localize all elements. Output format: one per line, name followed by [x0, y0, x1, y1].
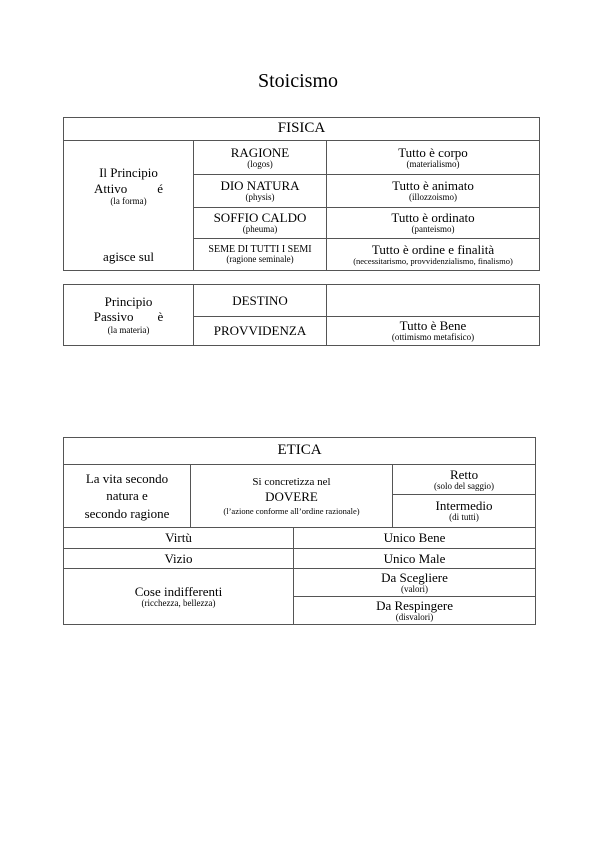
fisica-row-desc-sub: (necessitarismo, provvidenzialismo, finalismo)	[353, 255, 513, 266]
fisica-row-name-sub: (ragione seminale)	[226, 254, 294, 265]
retto-sub: (solo del saggio)	[434, 480, 495, 491]
principio-attivo-verb: é	[157, 180, 163, 196]
principio-attivo-word: Attivo	[93, 180, 128, 196]
cose-indifferenti-sub: (ricchezza, bellezza)	[141, 597, 216, 608]
intermedio-label: Intermedio	[435, 498, 493, 514]
retto-cell	[393, 465, 536, 495]
da-scegliere-label: Da Scegliere	[381, 569, 448, 585]
da-scegliere-sub: (valori)	[401, 583, 429, 594]
page-title: Stoicismo	[257, 70, 338, 92]
unico-male-cell: Unico Male	[294, 549, 536, 569]
cose-indifferenti-label: Cose indifferenti	[134, 583, 223, 599]
fisica-row-name-label: DIO NATURA	[220, 178, 300, 194]
fisica-row-desc-label: Tutto è corpo	[398, 144, 468, 160]
fisica-row-name-label: RAGIONE	[230, 144, 290, 160]
cose-indifferenti-cell	[64, 569, 294, 625]
vita-cell	[64, 465, 191, 528]
virtu-cell: Virtù	[64, 528, 294, 549]
fisica-header: FISICA	[64, 118, 540, 141]
fisica-row-desc	[327, 141, 540, 175]
etica-header: ETICA	[64, 438, 536, 465]
dovere-line1: Si concretizza nel	[252, 475, 331, 488]
dovere-sub: (l’azione conforme all’ordine razionale)	[223, 505, 360, 516]
fisica-row-desc-label: Tutto è ordinato	[391, 210, 475, 226]
principio-passivo-sub: (la materia)	[107, 324, 150, 335]
fisica-row-name-sub: (physis)	[245, 192, 275, 203]
fisica-row-name-label: SEME DI TUTTI I SEMI	[208, 243, 312, 255]
dovere-line2: DOVERE	[265, 489, 318, 505]
principio-attivo-line2	[64, 181, 193, 197]
da-scegliere-cell	[294, 569, 536, 597]
principio-attivo-line1: Il Principio	[99, 165, 158, 180]
fisica-row-name	[194, 141, 327, 175]
retto-label: Retto	[449, 466, 479, 482]
provvidenza-desc-cell	[327, 317, 540, 346]
vizio-cell: Vizio	[64, 549, 294, 569]
destino-cell: DESTINO	[194, 285, 327, 317]
fisica-row-desc-sub: (panteismo)	[411, 224, 455, 235]
etica-table	[63, 437, 536, 625]
unico-bene-cell: Unico Bene	[294, 528, 536, 549]
principio-passivo-line2	[67, 310, 190, 325]
principio-attivo-cell	[64, 141, 194, 271]
da-respingere-cell	[294, 597, 536, 625]
fisica-row-desc-label: Tutto è animato	[392, 178, 474, 194]
principio-passivo-verb: è	[157, 308, 164, 324]
fisica-table	[63, 117, 540, 271]
fisica-row-name-sub: (pheuma)	[242, 224, 278, 235]
fisica-row-name	[194, 239, 327, 271]
provvidenza-desc-label: Tutto è Bene	[399, 318, 467, 334]
fisica-row-desc	[327, 175, 540, 208]
fisica-row-desc-sub: (illozzoismo)	[409, 192, 457, 203]
fisica-row-name-sub: (logos)	[247, 158, 273, 169]
da-respingere-label: Da Respingere	[376, 597, 453, 613]
destino-desc-cell	[327, 285, 540, 317]
vita-line3: secondo ragione	[84, 505, 170, 521]
passivo-table	[63, 284, 540, 346]
principio-passivo-line1: Principio	[104, 293, 153, 309]
da-respingere-sub: (disvalori)	[395, 611, 434, 622]
fisica-row-desc	[327, 208, 540, 239]
vita-line2: natura e	[106, 488, 148, 504]
fisica-row-name-label: SOFFIO CALDO	[213, 210, 307, 226]
provvidenza-cell: PROVVIDENZA	[194, 317, 327, 346]
dovere-cell	[191, 465, 393, 528]
principio-attivo-sub: (la forma)	[110, 196, 147, 207]
principio-attivo-bottom: agisce sul	[103, 249, 154, 265]
fisica-row-desc	[327, 239, 540, 271]
fisica-row-desc-label: Tutto è ordine e finalità	[371, 242, 495, 258]
fisica-row-desc-sub: (materialismo)	[406, 158, 460, 169]
principio-passivo-word: Passivo	[93, 308, 134, 324]
intermedio-sub: (di tutti)	[449, 512, 479, 523]
vita-line1: La vita secondo	[85, 470, 169, 486]
fisica-row-name	[194, 208, 327, 239]
principio-passivo-cell	[64, 285, 194, 346]
intermedio-cell	[393, 495, 536, 528]
provvidenza-desc-sub: (ottimismo metafisico)	[391, 332, 475, 343]
fisica-row-name	[194, 175, 327, 208]
